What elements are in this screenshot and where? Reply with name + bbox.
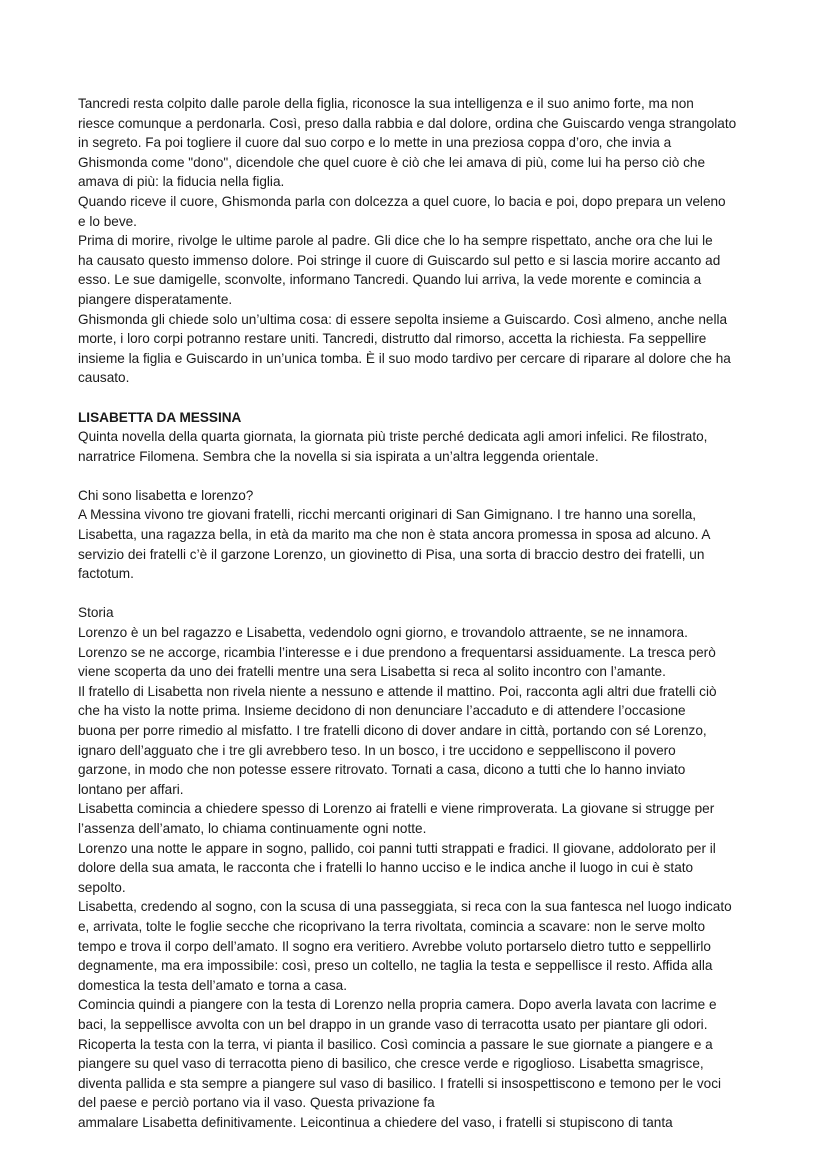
- text-line: piangere su quel vaso di terracotta pieno di basilico, che cresce verde e rigoglioso. Lisabetta smagrisce,: [78, 1056, 704, 1072]
- paragraph-gap: [78, 584, 788, 604]
- paragraph: [78, 995, 788, 1132]
- text-line: degnamente, ma era impossibile: così, preso un coltello, ne taglia la testa e seppellisce il resto. Affida alla: [78, 958, 713, 974]
- text-line: esso. Le sue damigelle, sconvolte, informano Tancredi. Quando lui arriva, la vede morente e comincia a: [78, 272, 702, 288]
- text-line: Quando riceve il cuore, Ghismonda parla con dolcezza a quel cuore, lo bacia e poi, dopo prepara un veleno: [78, 193, 726, 209]
- paragraph: [78, 839, 788, 898]
- text-line: e lo beve.: [78, 213, 137, 229]
- text-line: causato.: [78, 370, 130, 386]
- paragraph: [78, 231, 788, 309]
- paragraph: [78, 310, 788, 388]
- section-heading: [78, 408, 788, 428]
- text-line: Chi sono lisabetta e lorenzo?: [78, 487, 254, 503]
- text-line: Tancredi resta colpito dalle parole della figlia, riconosce la sua intelligenza e il suo animo forte, ma non: [78, 96, 694, 111]
- text-line: sepolto.: [78, 879, 126, 895]
- text-line: dolore della sua amata, le racconta che i fratelli lo hanno ucciso e le indica anche il luogo in cui è stato: [78, 860, 694, 876]
- text-line: Lorenzo è un bel ragazzo e Lisabetta, vedendolo ogni giorno, e trovandolo attraente, se ne innamora.: [78, 625, 688, 641]
- text-line: Lisabetta, una ragazza bella, in età da marito ma che non è stata ancora promessa in sposa ad alcuno. A: [78, 527, 711, 543]
- text-line: A Messina vivono tre giovani fratelli, ricchi mercanti originari di San Gimignano. I tre hanno una sorella,: [78, 507, 697, 523]
- text-line: baci, la seppellisce avvolta con un bel drappo in un grande vaso di terracotta usato per piantare gli odori.: [78, 1016, 708, 1032]
- text-line: Lorenzo una notte le appare in sogno, pallido, coi panni tutti strappati e fradici. Il giovane, addolorato per il: [78, 840, 716, 856]
- paragraph: [78, 486, 788, 506]
- paragraph: [78, 192, 788, 231]
- text-line: ammalare Lisabetta definitivamente. Leicontinua a chiedere del vaso, i fratelli si stupiscono di tanta: [78, 1114, 673, 1130]
- text-line: tempo e trova il corpo dell’amato. Il sogno era veritiero. Avrebbe voluto portarselo dietro tutto e seppellirlo: [78, 938, 711, 954]
- text-line: Ghismonda gli chiede solo un’ultima cosa: di essere sepolta insieme a Guiscardo. Così almeno, anche nella: [78, 311, 728, 327]
- text-line: riesce comunque a perdonarla. Così, preso dalla rabbia e dal dolore, ordina che Guiscardo venga strangolato: [78, 115, 737, 131]
- text-line: l’assenza dell’amato, lo chiama continuamente ogni notte.: [78, 820, 427, 836]
- text-line: lontano per affari.: [78, 781, 184, 797]
- text-line: ha causato questo immenso dolore. Poi stringe il cuore di Guiscardo sul petto e si lascia morire accanto ad: [78, 252, 721, 268]
- text-line: domestica la testa dell’amato e torna a casa.: [78, 977, 348, 993]
- paragraph: [78, 505, 788, 583]
- paragraph: [78, 623, 788, 682]
- text-line: piangere disperatamente.: [78, 291, 233, 307]
- text-line: Lisabetta, credendo al sogno, con la scusa di una passeggiata, si reca con la sua fantesca nel luogo indicato: [78, 899, 732, 915]
- text-line: Ghismonda come "dono", dicendole che quel cuore è ciò che lei amava di più, come lui ha perso ciò che: [78, 154, 706, 170]
- text-line: narratrice Filomena. Sembra che la novella si sia ispirata a un’altra leggenda orientale.: [78, 448, 599, 464]
- paragraph: [78, 682, 788, 800]
- text-line: del paese e perciò portano via il vaso. Questa privazione fa: [78, 1095, 435, 1111]
- text-line: LISABETTA DA MESSINA: [78, 409, 242, 425]
- text-line: Ricoperta la testa con la terra, vi pianta il basilico. Così comincia a passare le sue giornate a piangere e a: [78, 1036, 713, 1052]
- text-line: viene scoperta da uno dei fratelli mentre una sera Lisabetta si reca al solito incontro con l’amante.: [78, 664, 666, 680]
- text-line: Prima di morire, rivolge le ultime parole al padre. Gli dice che lo ha sempre rispettato, anche ora che lui le: [78, 233, 713, 249]
- text-line: diventa pallida e sta sempre a piangere sul vaso di basilico. I fratelli si insospettiscono e temono per le voci: [78, 1075, 722, 1091]
- paragraph-gap: [78, 466, 788, 486]
- paragraph: [78, 799, 788, 838]
- text-line: garzone, in modo che non potesse essere ritrovato. Tornati a casa, dicono a tutti che lo hanno inviato: [78, 762, 686, 778]
- paragraph-gap: [78, 388, 788, 408]
- text-line: Lorenzo se ne accorge, ricambia l’interesse e i due prendono a frequentarsi assiduamente. La tresca però: [78, 644, 716, 660]
- text-line: factotum.: [78, 566, 134, 582]
- text-line: ignaro dell’agguato che i tre gli avrebbero teso. In un bosco, i tre uccidono e seppelliscono il povero: [78, 742, 676, 758]
- text-line: servizio dei fratelli c’è il garzone Lorenzo, un giovinetto di Pisa, una sorta di braccio destro dei fratelli, un: [78, 546, 705, 562]
- text-line: morte, i loro corpi potranno restare uniti. Tancredi, distrutto dal rimorso, accetta la richiesta. Fa seppellire: [78, 331, 707, 347]
- text-line: amava di più: la fiducia nella figlia.: [78, 174, 285, 190]
- text-line: buona per porre rimedio al misfatto. I tre fratelli dicono di dover andare in città, portando con sé Lorenzo,: [78, 723, 707, 738]
- text-line: insieme la figlia e Guiscardo in un’unica tomba. È il suo modo tardivo per cercare di riparare al dolore che ha: [78, 350, 731, 366]
- text-line: e, arrivata, tolte le foglie secche che ricoprivano la terra rivoltata, comincia a scavare: non le serve molto: [78, 918, 706, 934]
- text-line: Il fratello di Lisabetta non rivela niente a nessuno e attende il mattino. Poi, racconta agli altri due fratelli ciò: [78, 683, 717, 699]
- text-line: Quinta novella della quarta giornata, la giornata più triste perché dedicata agli amori infelici. Re filostrato,: [78, 429, 708, 445]
- paragraph: [78, 94, 788, 192]
- text-line: in segreto. Fa poi togliere il cuore dal suo corpo e lo mette in una preziosa coppa d’oro, che invia a: [78, 135, 672, 151]
- text-line: Lisabetta comincia a chiedere spesso di Lorenzo ai fratelli e viene rimproverata. La giovane si strugge per: [78, 801, 715, 817]
- text-line: Storia: [78, 605, 114, 621]
- text-line: Comincia quindi a piangere con la testa di Lorenzo nella propria camera. Dopo averla lavata con lacrime e: [78, 997, 717, 1013]
- paragraph: [78, 603, 788, 623]
- paragraph: [78, 897, 788, 995]
- paragraph: [78, 427, 788, 466]
- text-line: che ha visto la notte prima. Insieme decidono di non denunciare l’accaduto e di attendere l’occasione: [78, 703, 686, 719]
